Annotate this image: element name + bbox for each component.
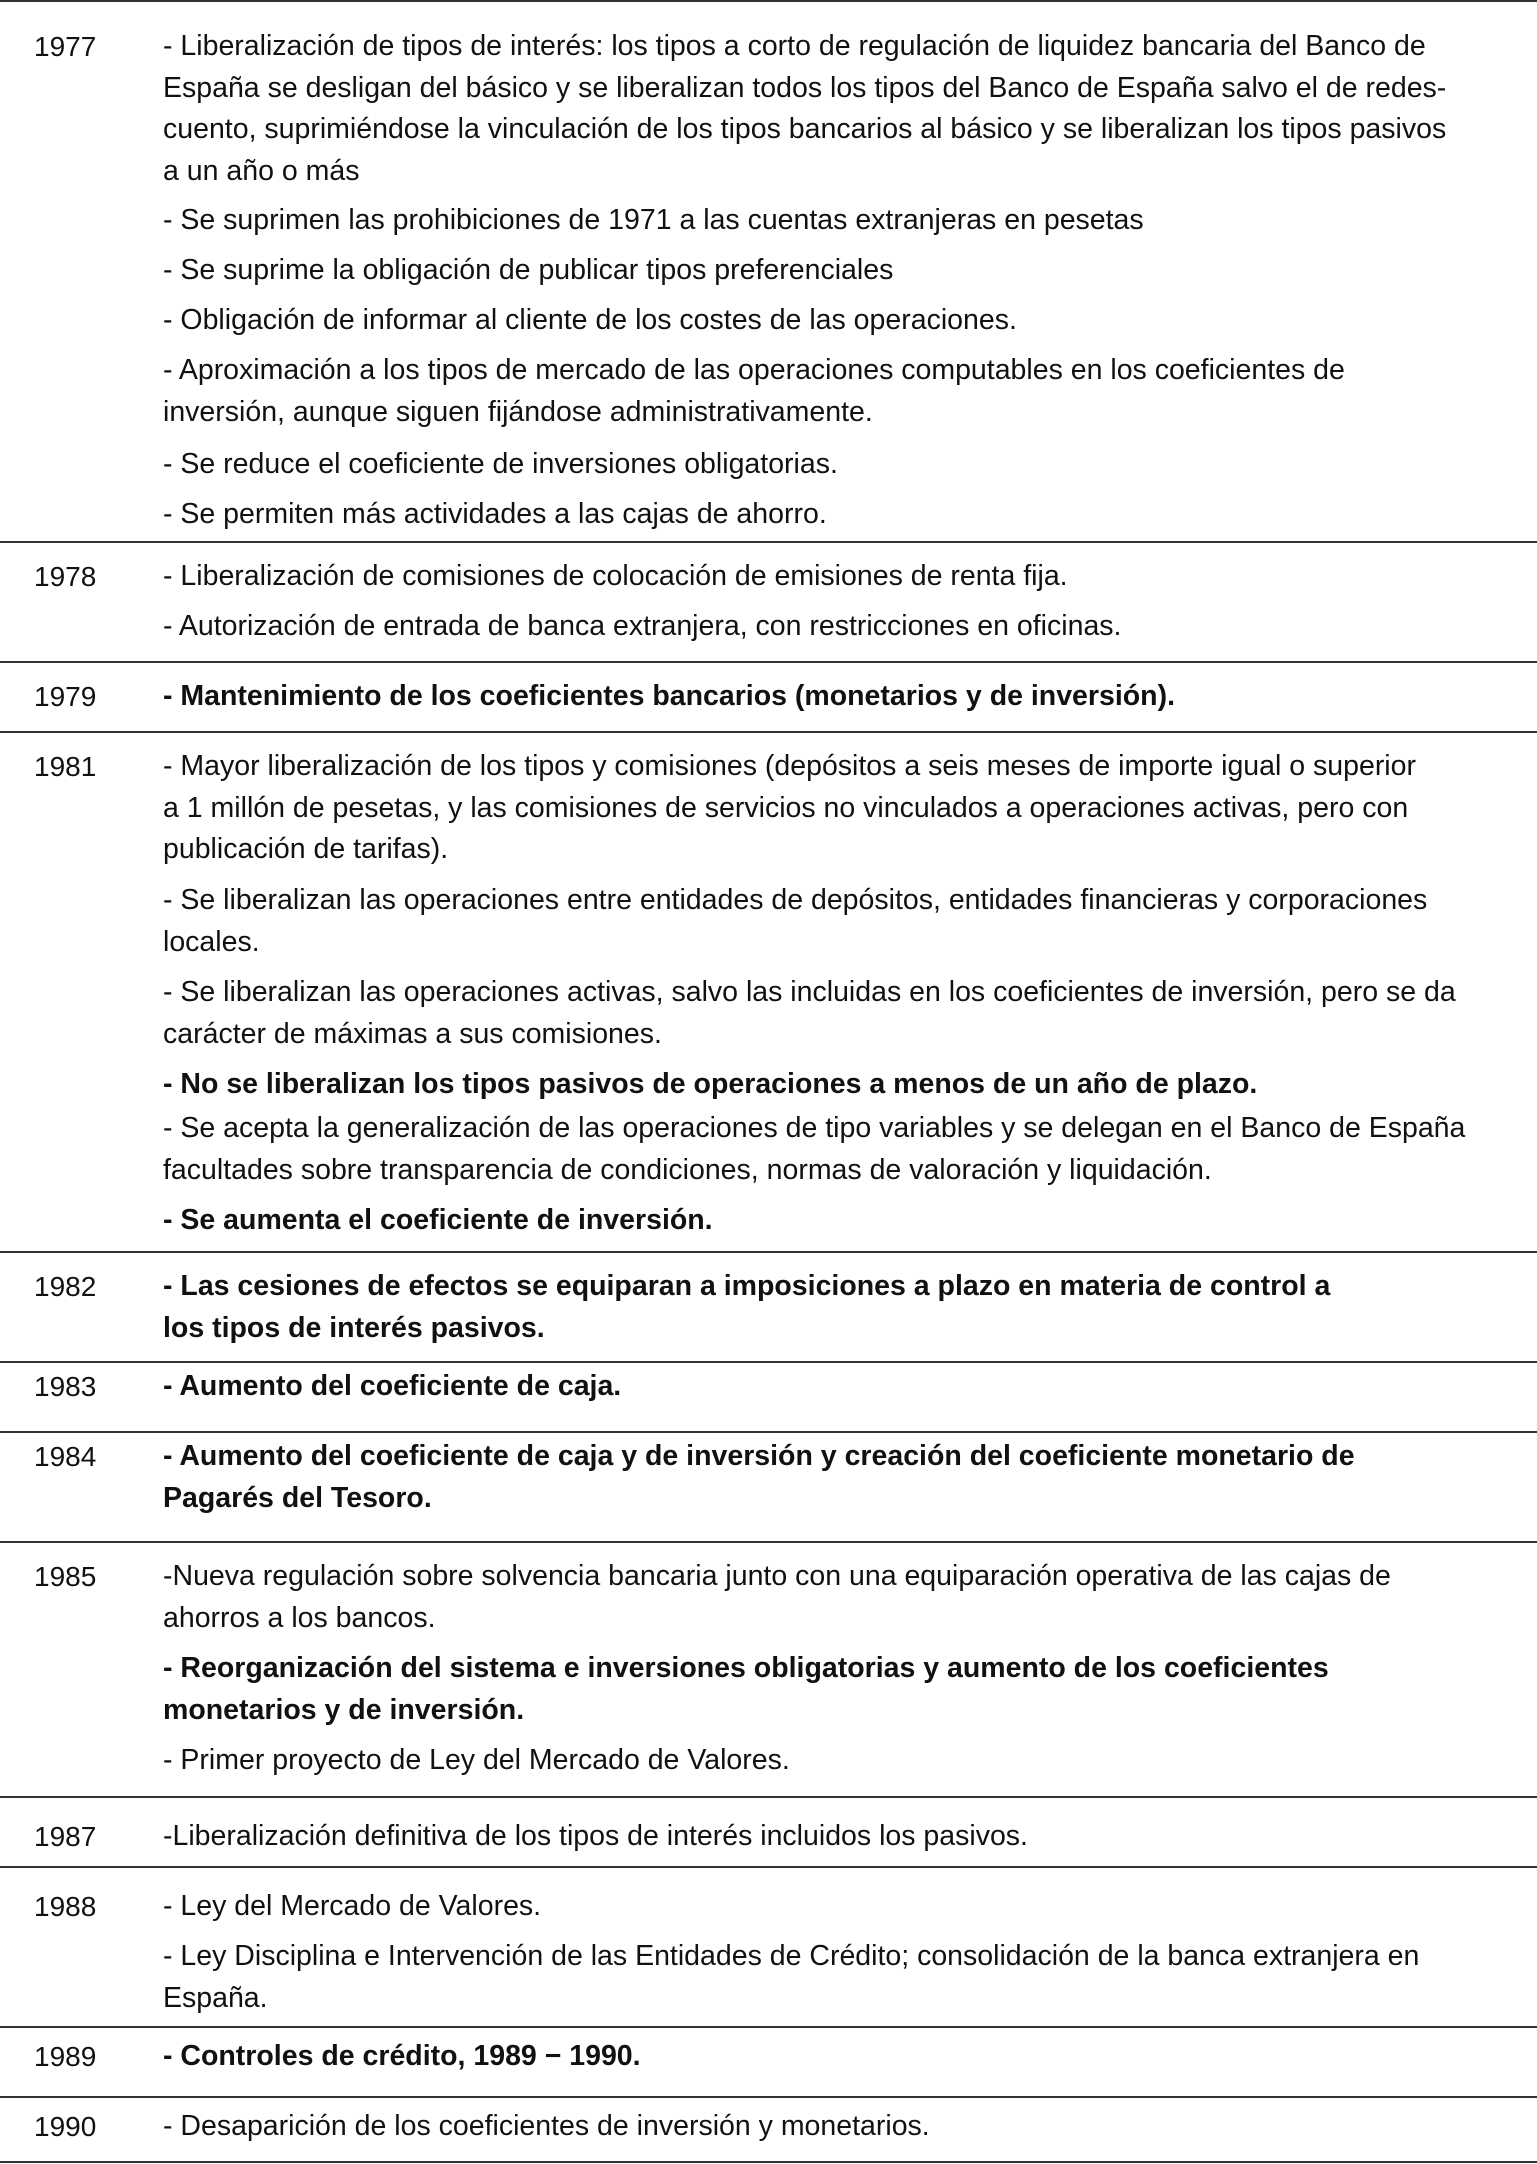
year-cell: 1990 (34, 2111, 97, 2142)
measure-text-line: - Se permiten más actividades a las cajas de ahorro. (163, 498, 827, 530)
measure-item (163, 444, 1537, 486)
measure-item (163, 26, 1537, 192)
measure-text-line: - Mantenimiento de los coeficientes bancarios (monetarios y de inversión). (163, 680, 1175, 712)
measure-text-line: - Aproximación a los tipos de mercado de las operaciones computables en los coeficientes de (163, 354, 1345, 386)
row-divider (0, 0, 1537, 2)
row-divider (0, 1431, 1537, 1433)
measure-item (163, 2106, 1537, 2148)
measure-item (163, 972, 1537, 1055)
measure-item (163, 606, 1537, 648)
measure-text-line: cuento, suprimiéndose la vinculación de los tipos bancarios al básico y se liberalizan los tipos pasivos (163, 113, 1447, 145)
year-cell: 1977 (34, 31, 97, 62)
year-cell: 1989 (34, 2041, 97, 2072)
measure-text-line: - Mayor liberalización de los tipos y comisiones (depósitos a seis meses de importe igual o superior (163, 750, 1416, 782)
measure-item-highlighted (163, 1064, 1537, 1106)
year-cell: 1982 (34, 1271, 97, 1302)
measure-text-line: - Se suprime la obligación de publicar tipos preferenciales (163, 254, 894, 286)
measure-item (163, 300, 1537, 342)
measure-item (163, 556, 1537, 598)
year-cell: 1983 (34, 1371, 97, 1402)
measure-text-line: facultades sobre transparencia de condiciones, normas de valoración y liquidación. (163, 1153, 1212, 1186)
measure-text-line: - Se aumenta el coeficiente de inversión. (163, 1204, 713, 1236)
year-cell: 1984 (34, 1441, 97, 1472)
measure-text-line: - Las cesiones de efectos se equiparan a imposiciones a plazo en materia de control a (163, 1270, 1331, 1302)
row-divider (0, 1541, 1537, 1543)
measure-item (163, 200, 1537, 242)
measure-text-line: - Liberalización de tipos de interés: los tipos a corto de regulación de liquidez bancaria del Banco de (163, 30, 1426, 62)
measure-item-highlighted (163, 2036, 1537, 2078)
measure-item-highlighted (163, 1366, 1537, 1408)
measure-item-highlighted (163, 1200, 1537, 1242)
measure-text-line: carácter de máximas a sus comisiones. (163, 1017, 662, 1050)
measure-text-line: - Aumento del coeficiente de caja. (163, 1370, 622, 1402)
measure-text-line: a un año o más (163, 154, 360, 187)
year-cell: 1985 (34, 1561, 97, 1592)
measure-text-line: Pagarés del Tesoro. (163, 1481, 432, 1514)
year-cell: 1987 (34, 1821, 97, 1852)
measure-item (163, 494, 1537, 536)
measure-item (163, 1740, 1537, 1782)
measure-item (163, 1108, 1537, 1191)
measure-text-line: - Se acepta la generalización de las operaciones de tipo variables y se delegan en el Banco de España (163, 1112, 1466, 1144)
measure-text-line: - Obligación de informar al cliente de los costes de las operaciones. (163, 304, 1017, 336)
row-divider (0, 731, 1537, 733)
measure-item (163, 350, 1537, 433)
measure-text-line: - Autorización de entrada de banca extranjera, con restricciones en oficinas. (163, 610, 1122, 642)
measure-item-highlighted (163, 1266, 1537, 1349)
measure-text-line: - Ley del Mercado de Valores. (163, 1890, 542, 1922)
measure-item (163, 1936, 1537, 2019)
measure-text-line: España. (163, 1981, 268, 2014)
measure-item-highlighted (163, 1436, 1537, 1519)
measure-text-line: a 1 millón de pesetas, y las comisiones de servicios no vinculados a operaciones activas, pero con (163, 791, 1409, 824)
measure-text-line: los tipos de interés pasivos. (163, 1311, 545, 1344)
measure-text-line: -Nueva regulación sobre solvencia bancaria junto con una equiparación operativa de las cajas de (163, 1560, 1391, 1592)
year-cell: 1978 (34, 561, 97, 592)
measure-item-highlighted (163, 1648, 1537, 1731)
measure-text-line: - Controles de crédito, 1989 − 1990. (163, 2040, 641, 2072)
year-cell: 1979 (34, 681, 97, 712)
measure-text-line: - Se liberalizan las operaciones activas, salvo las incluidas en los coeficientes de inversión, pero se da (163, 976, 1456, 1008)
measure-item-highlighted (163, 676, 1537, 718)
row-divider (0, 2026, 1537, 2028)
measure-item (163, 880, 1537, 963)
measure-text-line: España se desligan del básico y se liberalizan todos los tipos del Banco de España salvo el de redes- (163, 71, 1447, 104)
measure-text-line: locales. (163, 925, 260, 958)
measure-text-line: - Primer proyecto de Ley del Mercado de Valores. (163, 1744, 790, 1776)
measure-text-line: ahorros a los bancos. (163, 1601, 436, 1634)
measure-text-line: - Reorganización del sistema e inversiones obligatorias y aumento de los coeficientes (163, 1652, 1329, 1684)
measure-item (163, 1556, 1537, 1639)
row-divider (0, 541, 1537, 543)
measure-text-line: inversión, aunque siguen fijándose administrativamente. (163, 395, 873, 428)
measure-text-line: - Se suprimen las prohibiciones de 1971 a las cuentas extranjeras en pesetas (163, 204, 1144, 236)
measure-item (163, 1886, 1537, 1928)
year-cell: 1981 (34, 751, 97, 782)
year-cell: 1988 (34, 1891, 97, 1922)
measure-text-line: - No se liberalizan los tipos pasivos de operaciones a menos de un año de plazo. (163, 1068, 1258, 1100)
row-divider (0, 661, 1537, 663)
measure-text-line: - Desaparición de los coeficientes de inversión y monetarios. (163, 2110, 930, 2142)
measure-text-line: - Se liberalizan las operaciones entre entidades de depósitos, entidades financieras y corporaciones (163, 884, 1428, 916)
measure-text-line: monetarios y de inversión. (163, 1693, 525, 1726)
row-divider (0, 1866, 1537, 1868)
measure-text-line: - Se reduce el coeficiente de inversiones obligatorias. (163, 448, 838, 480)
row-divider (0, 1361, 1537, 1363)
row-divider (0, 1796, 1537, 1798)
measure-item (163, 1816, 1537, 1858)
row-divider (0, 2161, 1537, 2163)
measure-text-line: - Liberalización de comisiones de colocación de emisiones de renta fija. (163, 560, 1068, 592)
measure-item (163, 250, 1537, 292)
measure-item (163, 746, 1537, 871)
measure-text-line: - Ley Disciplina e Intervención de las Entidades de Crédito; consolidación de la banca extranjera en (163, 1940, 1420, 1972)
row-divider (0, 1251, 1537, 1253)
measure-text-line: publicación de tarifas). (163, 833, 449, 865)
row-divider (0, 2096, 1537, 2098)
measure-text-line: - Aumento del coeficiente de caja y de inversión y creación del coeficiente monetario de (163, 1440, 1355, 1472)
measure-text-line: -Liberalización definitiva de los tipos de interés incluidos los pasivos. (163, 1820, 1028, 1852)
